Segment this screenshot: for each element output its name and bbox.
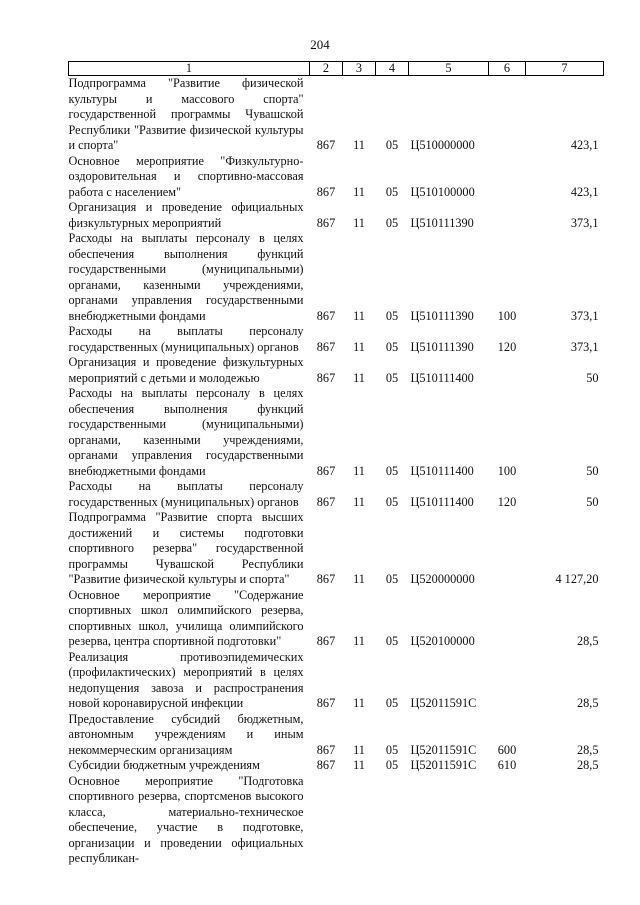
row-name-cell: Расходы на выплаты персоналу в целях обеспечения выполнения функций государственными (муниципальными) органами, казенными учреждениями, органами управления государственными внебюджетными фондами	[68, 231, 304, 323]
subsection-code-cell: 05	[385, 494, 399, 509]
table-row	[69, 231, 604, 324]
table-row	[69, 76, 604, 154]
table-row	[69, 588, 604, 650]
table-row	[69, 758, 604, 774]
table-row	[69, 154, 604, 201]
subsection-code-cell: 05	[385, 696, 399, 710]
ministry-code-cell	[310, 774, 343, 867]
budget-table	[68, 61, 604, 867]
ministry-code-cell: 867	[316, 696, 336, 710]
expense-type-cell	[489, 588, 526, 650]
ministry-code-cell: 867	[316, 494, 336, 509]
ministry-code-cell: 867	[316, 184, 336, 199]
section-code-cell: 11	[353, 370, 365, 385]
subsection-code-cell: 05	[385, 215, 399, 230]
ministry-code-cell: 867	[316, 742, 336, 757]
header-col-2: 2	[310, 62, 343, 76]
header-row	[69, 62, 604, 76]
page-number: 204	[310, 37, 330, 52]
section-code-cell: 11	[353, 572, 365, 586]
row-name-cell: Предоставление субсидий бюджетным, автономным учреждениям и иным некоммерческим организациям	[68, 711, 304, 757]
ministry-code-cell: 867	[316, 572, 336, 586]
table-body	[69, 76, 604, 867]
amount-cell: 373,1	[570, 215, 599, 230]
row-name-cell: Расходы на выплаты персоналу государственных (муниципальных) органов	[68, 479, 304, 509]
amount-cell: 373,1	[570, 339, 599, 354]
amount-cell: 28,5	[576, 696, 599, 710]
section-code-cell: 11	[353, 215, 365, 230]
table-row	[69, 355, 604, 386]
table-row	[69, 386, 604, 479]
target-article-cell: Ц520100000	[410, 634, 475, 648]
header-col-7: 7	[526, 62, 604, 76]
table-row	[69, 324, 604, 355]
target-article-cell: Ц510111390	[410, 215, 474, 230]
target-article-cell: Ц52011591С	[410, 758, 477, 772]
target-article-cell: Ц510111400	[410, 370, 474, 385]
section-code-cell: 11	[353, 463, 365, 478]
target-article-cell: Ц510000000	[410, 138, 475, 152]
expense-type-cell	[489, 650, 526, 712]
row-name-cell: Расходы на выплаты персоналу государственных (муниципальных) органов	[68, 324, 304, 354]
header-col-6: 6	[489, 62, 526, 76]
expense-type-cell: 100	[497, 463, 517, 478]
ministry-code-cell: 867	[316, 339, 336, 354]
section-code-cell: 11	[353, 742, 365, 757]
expense-type-cell: 600	[497, 742, 517, 757]
expense-type-cell: 120	[497, 339, 517, 354]
section-code-cell: 11	[353, 184, 365, 199]
target-article-cell	[409, 774, 489, 867]
amount-cell: 50	[586, 370, 599, 385]
section-code-cell: 11	[353, 634, 365, 648]
subsection-code-cell: 05	[385, 463, 399, 478]
subsection-code-cell: 05	[385, 370, 399, 385]
target-article-cell: Ц510100000	[410, 184, 475, 199]
table-row	[69, 200, 604, 231]
expense-type-cell: 120	[497, 494, 517, 509]
subsection-code-cell: 05	[385, 339, 399, 354]
amount-cell: 28,5	[576, 634, 599, 648]
expense-type-cell	[489, 510, 526, 588]
header-col-5: 5	[409, 62, 489, 76]
section-code-cell: 11	[353, 758, 365, 772]
ministry-code-cell: 867	[316, 138, 336, 152]
table-row	[69, 650, 604, 712]
amount-cell: 423,1	[570, 138, 599, 152]
subsection-code-cell: 05	[385, 184, 399, 199]
section-code-cell: 11	[353, 339, 365, 354]
table-header	[69, 62, 604, 76]
amount-cell: 28,5	[576, 758, 599, 772]
subsection-code-cell	[376, 774, 409, 867]
amount-cell: 373,1	[570, 308, 599, 323]
subsection-code-cell: 05	[385, 634, 399, 648]
expense-type-cell	[489, 355, 526, 386]
expense-type-cell: 610	[497, 758, 517, 772]
row-name-cell: Основное мероприятие "Физкультурно-оздоровительная и спортивно-массовая работа с населением"	[68, 153, 304, 199]
section-code-cell: 11	[353, 138, 365, 152]
section-code-cell: 11	[353, 308, 365, 323]
target-article-cell: Ц510111390	[410, 308, 474, 323]
ministry-code-cell: 867	[316, 215, 336, 230]
row-name-cell: Организация и проведение физкультурных мероприятий с детьми и молодежью	[68, 355, 304, 385]
row-name-cell: Подпрограмма "Развитие физической культуры и массового спорта" государственной программы Чувашской Республики "Развитие физической культуры и спорта"	[68, 76, 304, 152]
target-article-cell: Ц52011591С	[410, 696, 477, 710]
row-name-cell: Реализация противоэпидемических (профилактических) мероприятий в целях недопущения завоза и распространения новой коронавирусной инфекции	[68, 649, 304, 710]
amount-cell: 4 127,20	[555, 572, 599, 586]
row-name-cell: Расходы на выплаты персоналу в целях обеспечения выполнения функций государственными (муниципальными) органами, казенными учреждениями, органами управления государственными внебюджетными фондами	[68, 386, 304, 478]
amount-cell: 28,5	[576, 742, 599, 757]
header-col-4: 4	[376, 62, 409, 76]
ministry-code-cell: 867	[316, 634, 336, 648]
table-row	[69, 712, 604, 759]
subsection-code-cell: 05	[385, 308, 399, 323]
amount-cell: 423,1	[570, 184, 599, 199]
target-article-cell: Ц520000000	[410, 572, 475, 586]
subsection-code-cell: 05	[385, 742, 399, 757]
expense-type-cell	[489, 154, 526, 201]
expense-type-cell	[489, 774, 526, 867]
expense-type-cell	[489, 200, 526, 231]
target-article-cell: Ц510111390	[410, 339, 474, 354]
row-name-cell: Основное мероприятие "Содержание спортивных школ олимпийского резерва, спортивных школ, училища олимпийского резерва, центра спортивной подготовки"	[68, 587, 304, 648]
subsection-code-cell: 05	[385, 758, 399, 772]
row-name-cell: Субсидии бюджетным учреждениям	[68, 758, 260, 772]
expense-type-cell: 100	[497, 308, 517, 323]
section-code-cell: 11	[353, 696, 365, 710]
table-row	[69, 479, 604, 510]
section-code-cell: 11	[353, 494, 365, 509]
amount-cell	[526, 774, 604, 867]
table-row	[69, 510, 604, 588]
ministry-code-cell: 867	[316, 463, 336, 478]
target-article-cell: Ц52011591С	[410, 742, 477, 757]
row-name-cell: Подпрограмма "Развитие спорта высших достижений и системы подготовки спортивного резерва" государственной программы Чувашской Республики "Развитие физической культуры и спорта"	[68, 510, 304, 586]
header-col-1: 1	[69, 62, 310, 76]
table-row	[69, 774, 604, 867]
amount-cell: 50	[586, 494, 599, 509]
ministry-code-cell: 867	[316, 758, 336, 772]
ministry-code-cell: 867	[316, 308, 336, 323]
row-name-cell: Основное мероприятие "Подготовка спортивного резерва, спортсменов высокого класса, материально-техническое обеспечение, участие в подготовке, организации и проведении официальных республикан-	[68, 773, 304, 865]
row-name-cell: Организация и проведение официальных физкультурных мероприятий	[68, 200, 304, 230]
subsection-code-cell: 05	[385, 138, 399, 152]
section-code-cell	[343, 774, 376, 867]
subsection-code-cell: 05	[385, 572, 399, 586]
expense-type-cell	[489, 76, 526, 154]
header-col-3: 3	[343, 62, 376, 76]
amount-cell: 50	[586, 463, 599, 478]
ministry-code-cell: 867	[316, 370, 336, 385]
target-article-cell: Ц510111400	[410, 494, 474, 509]
target-article-cell: Ц510111400	[410, 463, 474, 478]
